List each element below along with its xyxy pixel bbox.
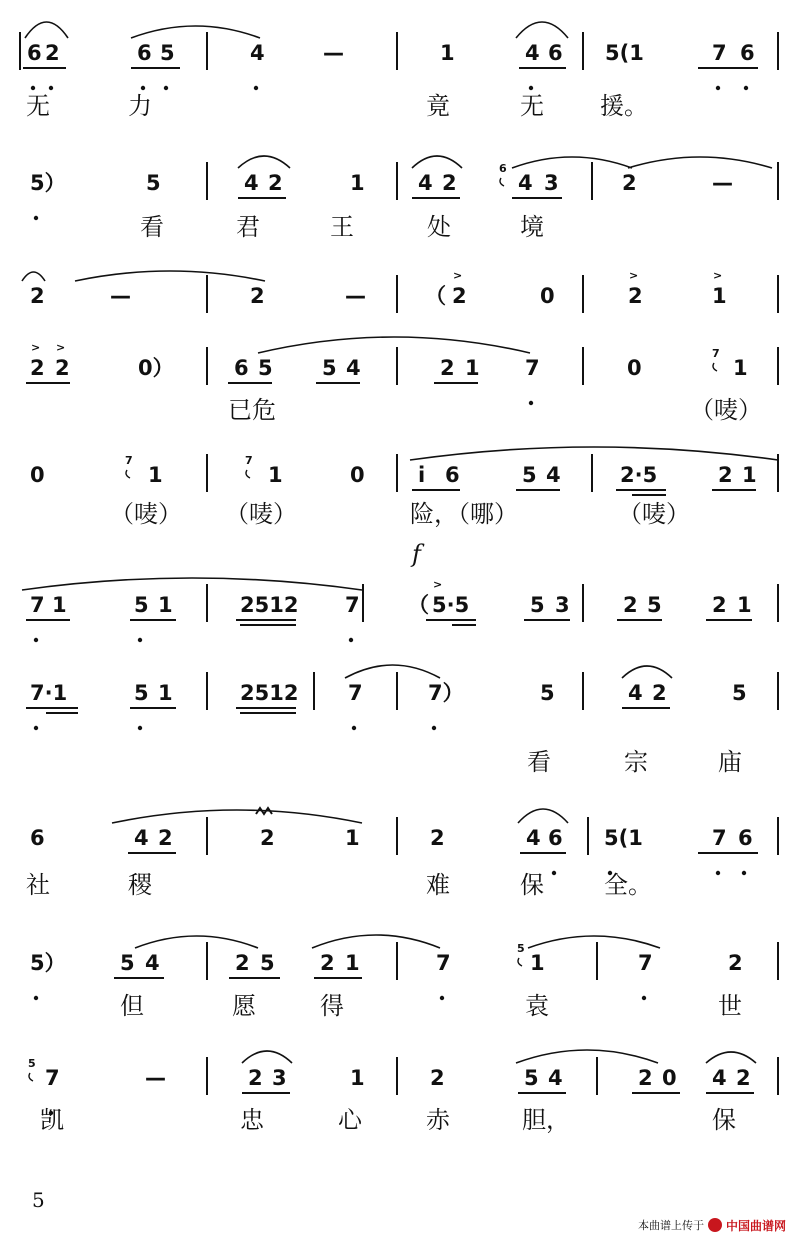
note: 7	[30, 593, 45, 617]
note: 7	[348, 681, 363, 705]
octave-dot	[34, 996, 38, 1000]
note: i	[418, 463, 426, 487]
slur	[258, 337, 530, 353]
lyric-text: 全。	[604, 871, 652, 899]
octave-dot	[49, 86, 53, 90]
octave-dot	[742, 871, 746, 875]
accent-mark: >	[56, 341, 66, 354]
octave-dot	[432, 726, 436, 730]
note: 5	[540, 681, 555, 705]
note: 1	[158, 593, 173, 617]
slur	[25, 22, 68, 38]
note: 2	[260, 826, 275, 850]
note: 1	[712, 284, 727, 308]
note: 2	[158, 826, 173, 850]
note: 7	[45, 1066, 60, 1090]
grace-note: 7	[712, 347, 720, 360]
note: 2	[442, 171, 457, 195]
lyric-text: 袁	[525, 992, 549, 1020]
lyric-text: 愿	[232, 992, 256, 1020]
note: 3	[272, 1066, 287, 1090]
accent-mark: >	[433, 578, 443, 591]
note: 1	[345, 951, 360, 975]
grace-hook	[713, 363, 717, 371]
note: 1	[350, 1066, 365, 1090]
note: 4	[548, 1066, 563, 1090]
accent-mark: >	[713, 269, 723, 282]
note: 7	[712, 41, 727, 65]
note: 5·5	[432, 593, 470, 617]
note: 1	[345, 826, 360, 850]
note: 7	[436, 951, 451, 975]
slur	[135, 936, 258, 948]
note: 6	[30, 826, 45, 850]
lyric-text: 竟	[426, 92, 450, 120]
note: 5	[732, 681, 747, 705]
lyric-text: 心	[338, 1106, 362, 1134]
grace-note: 5	[517, 942, 525, 955]
grace-note: 7	[245, 454, 253, 467]
note: —	[345, 284, 366, 308]
lyric-text: 力	[128, 92, 152, 120]
note: 2	[30, 284, 45, 308]
note: 1	[350, 171, 365, 195]
note: 2	[248, 1066, 263, 1090]
note: 2	[622, 171, 637, 195]
octave-dot	[349, 638, 353, 642]
lyric-text: 宗	[624, 748, 648, 776]
slur	[528, 936, 660, 948]
octave-dot	[138, 726, 142, 730]
grace-hook	[126, 470, 130, 478]
note: 6	[234, 356, 249, 380]
accent-mark: >	[629, 269, 639, 282]
grace-hook	[518, 958, 522, 966]
lyric-text: （唛）	[110, 500, 182, 528]
slur	[22, 272, 45, 281]
lyric-text: 无	[26, 92, 50, 120]
note: 4	[244, 171, 259, 195]
octave-dot	[34, 726, 38, 730]
note: 2	[268, 171, 283, 195]
note: 2	[638, 1066, 653, 1090]
octave-dot	[164, 86, 168, 90]
note: （	[425, 284, 446, 308]
slur	[410, 447, 778, 460]
lyric-text: 已危	[228, 396, 276, 424]
note: 4	[526, 826, 541, 850]
slur	[312, 935, 440, 948]
octave-dot	[716, 86, 720, 90]
lyric-text: 难	[426, 871, 450, 899]
note: 7·1	[30, 681, 68, 705]
note: 7	[345, 593, 360, 617]
note: 6	[445, 463, 460, 487]
note: 1	[148, 463, 163, 487]
note: 3	[544, 171, 559, 195]
note: 5(1	[605, 41, 644, 65]
note: 1	[530, 951, 545, 975]
lyric-text: 社	[26, 871, 50, 899]
slur	[516, 1050, 658, 1063]
note: 2	[320, 951, 335, 975]
note: 5	[260, 951, 275, 975]
lyric-text: 境	[520, 213, 544, 241]
octave-dot	[31, 86, 35, 90]
note: 1	[465, 356, 480, 380]
lyric-text: 王	[330, 213, 354, 241]
octave-dot	[552, 871, 556, 875]
note: 2	[728, 951, 743, 975]
octave-dot	[642, 996, 646, 1000]
slur	[345, 665, 440, 678]
grace-note: 5	[28, 1057, 36, 1070]
note: 2	[628, 284, 643, 308]
octave-dot	[34, 216, 38, 220]
note: 4	[518, 171, 533, 195]
lyric-text: 看	[527, 748, 551, 776]
octave-dot	[529, 86, 533, 90]
note: 2	[430, 826, 445, 850]
grace-hook	[29, 1073, 33, 1081]
slur	[516, 22, 568, 38]
lyric-text: （唛）	[225, 500, 297, 528]
note: 2	[623, 593, 638, 617]
site-name[interactable]: 中国曲谱网	[725, 1218, 786, 1233]
dynamic-mark: f	[412, 540, 421, 568]
note: 4	[628, 681, 643, 705]
note: 5	[524, 1066, 539, 1090]
note: 2·5	[620, 463, 658, 487]
lyric-text: 看	[140, 213, 164, 241]
note: 5	[146, 171, 161, 195]
lyric-text: 但	[120, 992, 144, 1020]
octave-dot	[141, 86, 145, 90]
lyric-text: 得	[320, 992, 344, 1020]
lyric-text: （唛）	[618, 500, 690, 528]
grace-hook	[500, 178, 504, 186]
accent-mark: >	[453, 269, 463, 282]
note: —	[145, 1066, 166, 1090]
note: 2	[718, 463, 733, 487]
note: 1	[737, 593, 752, 617]
octave-dot	[744, 86, 748, 90]
note: 4	[712, 1066, 727, 1090]
note: 7	[638, 951, 653, 975]
note: 2	[45, 41, 60, 65]
note: 5	[120, 951, 135, 975]
note: 4	[145, 951, 160, 975]
slur	[112, 810, 362, 823]
note: 1	[268, 463, 283, 487]
slur	[131, 26, 260, 38]
lyric-text: 援。	[600, 92, 648, 120]
note: 1	[440, 41, 455, 65]
note: 5）	[30, 171, 66, 195]
note: 2	[452, 284, 467, 308]
lyric-text: 无	[520, 92, 544, 120]
note: 7）	[428, 681, 464, 705]
note: 3	[555, 593, 570, 617]
note: 5	[160, 41, 175, 65]
note: 2	[736, 1066, 751, 1090]
note: —	[712, 171, 733, 195]
note: 6	[548, 41, 563, 65]
lyric-text: 凯	[40, 1106, 64, 1134]
grace-note: 6	[499, 162, 507, 175]
note: 5	[647, 593, 662, 617]
note: 2	[430, 1066, 445, 1090]
note: 0	[662, 1066, 677, 1090]
note: 5	[258, 356, 273, 380]
lyric-text: 保	[712, 1106, 736, 1134]
note: —	[323, 41, 344, 65]
note: 6	[548, 826, 563, 850]
note: 4	[250, 41, 265, 65]
slur	[412, 156, 462, 168]
note: 7	[712, 826, 727, 850]
note: 6	[137, 41, 152, 65]
note: （	[408, 593, 429, 617]
lyric-text: 胆，	[522, 1106, 570, 1134]
note: —	[110, 284, 131, 308]
note: 5	[134, 681, 149, 705]
octave-dot	[716, 871, 720, 875]
octave-dot	[254, 86, 258, 90]
lyric-text: 忠	[240, 1106, 264, 1134]
note: 2	[440, 356, 455, 380]
note: 5	[522, 463, 537, 487]
slur	[706, 1052, 756, 1063]
note: 2512	[240, 681, 299, 705]
slur	[518, 809, 568, 823]
note: 5	[322, 356, 337, 380]
note: 5	[530, 593, 545, 617]
page-number-text: 5	[32, 1188, 45, 1212]
note: 1	[742, 463, 757, 487]
note: 4	[134, 826, 149, 850]
lyric-text: 处	[427, 213, 451, 241]
octave-dot	[529, 401, 533, 405]
slur	[242, 1051, 292, 1063]
note: 4	[418, 171, 433, 195]
note: 1	[733, 356, 748, 380]
note: 1	[52, 593, 67, 617]
lyric-text: 庙	[718, 748, 742, 776]
note: 4	[525, 41, 540, 65]
note: 2	[235, 951, 250, 975]
lyric-text: 君	[236, 213, 260, 241]
lyric-text: 险，（哪）	[410, 500, 518, 528]
note: 0	[627, 356, 642, 380]
note: 6	[27, 41, 42, 65]
note: 5	[134, 593, 149, 617]
note: 2	[712, 593, 727, 617]
grace-note: 7	[125, 454, 133, 467]
note: 7	[525, 356, 540, 380]
octave-dot	[34, 638, 38, 642]
upload-text: 本曲谱上传于	[637, 1219, 704, 1232]
note: 2	[55, 356, 70, 380]
note: 6	[740, 41, 755, 65]
note: 1	[158, 681, 173, 705]
note: 2512	[240, 593, 299, 617]
lyric-text: 保	[520, 871, 544, 899]
slur	[75, 271, 265, 281]
note: 6	[738, 826, 753, 850]
note: 5）	[30, 951, 66, 975]
note: 2	[652, 681, 667, 705]
page-number	[32, 1188, 45, 1212]
accent-mark: >	[31, 341, 41, 354]
note: 0	[350, 463, 365, 487]
slur	[622, 666, 672, 678]
site-footer	[638, 1214, 786, 1236]
note: 0）	[138, 356, 174, 380]
note: 0	[540, 284, 555, 308]
lyric-text: 稷	[128, 871, 152, 899]
note: 4	[546, 463, 561, 487]
octave-dot	[138, 638, 142, 642]
octave-dot	[352, 726, 356, 730]
note: 4	[346, 356, 361, 380]
slur	[238, 156, 290, 168]
slur	[512, 157, 632, 168]
octave-dot	[440, 996, 444, 1000]
note: 5(1	[604, 826, 643, 850]
site-logo-icon	[708, 1218, 722, 1232]
slur	[22, 578, 362, 590]
lyric-text: 赤	[426, 1106, 450, 1134]
lyric-text: 世	[718, 992, 742, 1020]
note: 2	[250, 284, 265, 308]
slur	[628, 157, 772, 168]
lyric-text: （唛）	[690, 396, 762, 424]
note: 2	[30, 356, 45, 380]
grace-hook	[246, 470, 250, 478]
note: 0	[30, 463, 45, 487]
